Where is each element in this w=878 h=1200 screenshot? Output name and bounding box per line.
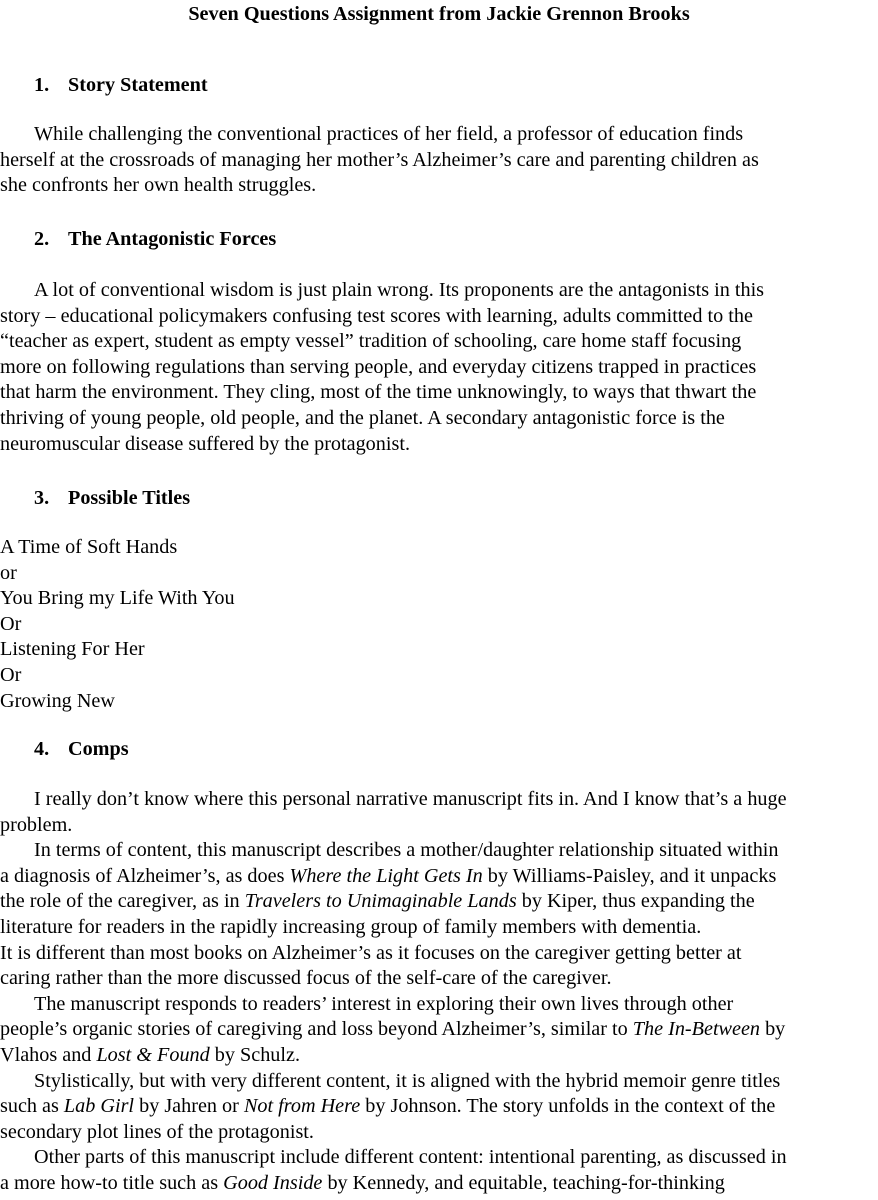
- title-separator: or: [0, 561, 17, 584]
- title-separator: Or: [0, 612, 22, 635]
- text-line: [0, 889, 878, 915]
- text-line: secondary plot lines of the protagonist.: [0, 1120, 314, 1143]
- section-number: 4.: [34, 738, 50, 760]
- text-run: by Kennedy, and equitable, teaching-for-thinking: [322, 1171, 725, 1194]
- text-line: more on following regulations than serving people, and everyday citizens trapped in practices: [0, 355, 757, 378]
- text-line: caring rather than the more discussed focus of the self-care of the caregiver.: [0, 967, 612, 990]
- section-heading-possible-titles: [34, 486, 190, 512]
- text-line: “teacher as expert, student as empty vessel” tradition of schooling, care home staff focusing: [0, 330, 742, 353]
- text-line: [0, 1043, 878, 1069]
- text-run: such as: [0, 1095, 64, 1118]
- book-title: Lost & Found: [96, 1043, 210, 1066]
- text-run: by Schulz.: [209, 1043, 301, 1066]
- text-run: a more how-to title such as: [0, 1171, 224, 1194]
- text-line: A lot of conventional wisdom is just plain wrong. Its proponents are the antagonists in this: [34, 279, 765, 301]
- text-line: Other parts of this manuscript include different content: intentional parenting, as discussed in: [34, 1146, 787, 1169]
- section-number: 1.: [34, 74, 50, 96]
- title-option: Listening For Her: [0, 638, 145, 661]
- text-line: It is different than most books on Alzheimer’s as it focuses on the caregiver getting better at: [0, 941, 742, 964]
- text-run: the role of the caregiver, as in: [0, 890, 245, 913]
- book-title: Good Inside: [223, 1171, 323, 1194]
- text-run: Vlahos and: [0, 1043, 97, 1066]
- section-heading-text: Comps: [68, 738, 129, 760]
- text-line: herself at the crossroads of managing her mother’s Alzheimer’s care and parenting children as: [0, 148, 759, 171]
- antagonistic-forces-paragraph: [0, 278, 878, 457]
- book-title: Travelers to Unimaginable Lands: [244, 890, 517, 913]
- text-line: problem.: [0, 813, 73, 836]
- section-heading-comps: [34, 737, 129, 763]
- text-run: by Williams-Paisley, and it unpacks: [482, 864, 777, 887]
- title-option: Growing New: [0, 689, 115, 712]
- text-run: by Kiper, thus expanding the: [516, 890, 755, 913]
- possible-titles-list: [0, 535, 878, 714]
- text-line: she confronts her own health struggles.: [0, 174, 317, 197]
- comps-body: [0, 787, 878, 1197]
- section-number: 2.: [34, 228, 50, 250]
- text-line: While challenging the conventional practices of her field, a professor of education finds: [34, 123, 744, 145]
- text-line: [0, 1017, 878, 1043]
- text-run: a diagnosis of Alzheimer’s, as does: [0, 864, 290, 887]
- text-line: neuromuscular disease suffered by the protagonist.: [0, 432, 410, 455]
- section-heading-story-statement: [34, 73, 208, 99]
- book-title: Where the Light Gets In: [289, 864, 483, 887]
- section-heading-antagonistic-forces: [34, 227, 276, 253]
- text-run: by Jahren or: [134, 1095, 244, 1118]
- text-line: literature for readers in the rapidly increasing group of family members with dementia.: [0, 915, 702, 938]
- text-line: [0, 864, 878, 890]
- text-line: The manuscript responds to readers’ interest in exploring their own lives through other: [34, 992, 734, 1015]
- title-option: You Bring my Life With You: [0, 587, 235, 610]
- text-line: [0, 1094, 878, 1120]
- text-line: [0, 1171, 878, 1197]
- section-heading-text: The Antagonistic Forces: [68, 228, 277, 250]
- story-statement-paragraph: [0, 122, 878, 199]
- section-heading-text: Possible Titles: [68, 487, 191, 509]
- text-run: by Johnson. The story unfolds in the context of the: [360, 1095, 776, 1118]
- text-run: people’s organic stories of caregiving and loss beyond Alzheimer’s, similar to: [0, 1018, 633, 1041]
- text-line: Stylistically, but with very different content, it is aligned with the hybrid memoir genre titles: [34, 1069, 781, 1092]
- text-run: by: [760, 1018, 786, 1041]
- text-line: that harm the environment. They cling, most of the time unknowingly, to ways that thwart the: [0, 381, 757, 404]
- text-line: thriving of young people, old people, and the planet. A secondary antagonistic force is the: [0, 406, 725, 429]
- text-line: In terms of content, this manuscript describes a mother/daughter relationship situated within: [34, 839, 779, 862]
- book-title: The In-Between: [632, 1018, 761, 1041]
- text-line: story – educational policymakers confusing test scores with learning, adults committed to the: [0, 304, 753, 327]
- text-line: I really don’t know where this personal narrative manuscript fits in. And I know that’s a huge: [34, 788, 787, 810]
- title-separator: Or: [0, 663, 22, 686]
- title-option: A Time of Soft Hands: [0, 536, 178, 558]
- book-title: Lab Girl: [63, 1095, 135, 1118]
- section-number: 3.: [34, 487, 50, 509]
- document-title: Seven Questions Assignment from Jackie Grennon Brooks: [188, 3, 690, 25]
- book-title: Not from Here: [243, 1095, 361, 1118]
- section-heading-text: Story Statement: [68, 74, 208, 96]
